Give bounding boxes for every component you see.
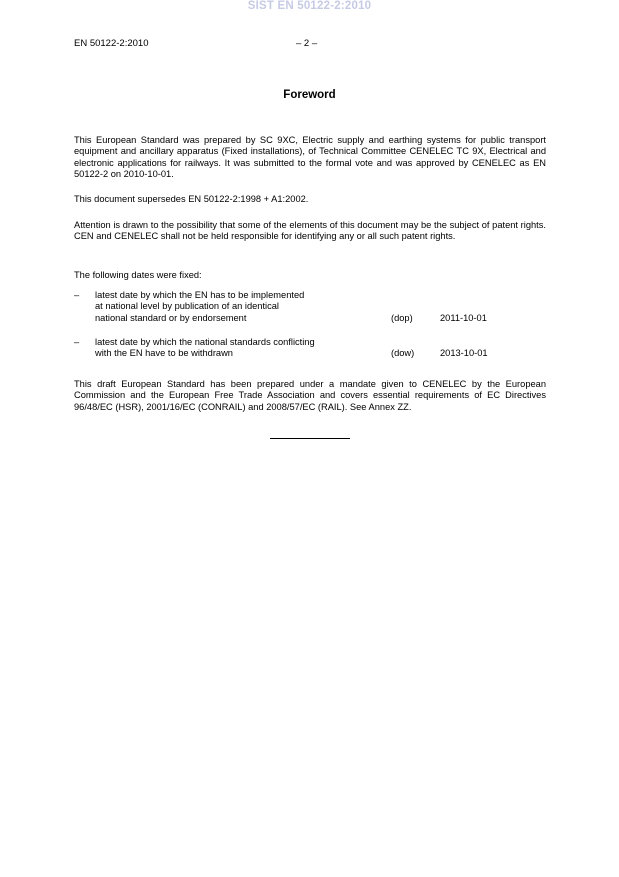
date-item-line: at national level by publication of an identical (95, 301, 279, 312)
date-item-line: latest date by which the national standards conflicting (95, 337, 315, 347)
date-item-line: latest date by which the EN has to be implemented (95, 290, 305, 300)
date-item-line: national standard or by endorsement (95, 312, 247, 323)
foreword-paragraph-2: This document supersedes EN 50122-2:1998 + A1:2002. (74, 194, 309, 204)
page-title: Foreword (283, 89, 336, 101)
header-doc-id: EN 50122-2:2010 (74, 38, 149, 49)
date-item-description (95, 337, 385, 360)
foreword-paragraph-1: This European Standard was prepared by SC 9XC, Electric supply and earthing systems for public transport equipment and ancillary apparatus (Fixed installations), of Technical Committee CENELEC TC 9X, Electrical and electronic applications for railways. It was submitted to the formal vote and was approved by CENELEC as EN 50122-2 on 2010-10-01. (74, 135, 546, 179)
list-dash: – (74, 290, 80, 300)
date-item-dop (74, 290, 546, 326)
end-rule (270, 438, 350, 439)
header-page-number: – 2 – (296, 38, 318, 49)
date-item-abbr: (dow) (391, 348, 415, 359)
date-item-date: 2013-10-01 (440, 348, 488, 359)
date-item-line: with the EN have to be withdrawn (95, 348, 233, 359)
list-dash: – (74, 337, 80, 347)
date-item-date: 2011-10-01 (440, 312, 487, 323)
watermark: SIST EN 50122-2:2010 (247, 0, 372, 12)
foreword-paragraph-5: This draft European Standard has been prepared under a mandate given to CENELEC by the European Commission and the European Free Trade Association and covers essential requirements of EC Directives 96/48/EC (HSR), 2001/16/EC (CONRAIL) and 2008/57/EC (RAIL). See Annex ZZ. (74, 379, 546, 412)
foreword-paragraph-4: The following dates were fixed: (74, 270, 202, 280)
date-item-description (95, 290, 385, 324)
foreword-paragraph-3: Attention is drawn to the possibility that some of the elements of this document may be the subject of patent rights. CEN and CENELEC shall not be held responsible for identifying any or all such patent rights. (74, 220, 546, 242)
date-item-dow (74, 337, 546, 361)
date-item-abbr: (dop) (391, 312, 413, 323)
